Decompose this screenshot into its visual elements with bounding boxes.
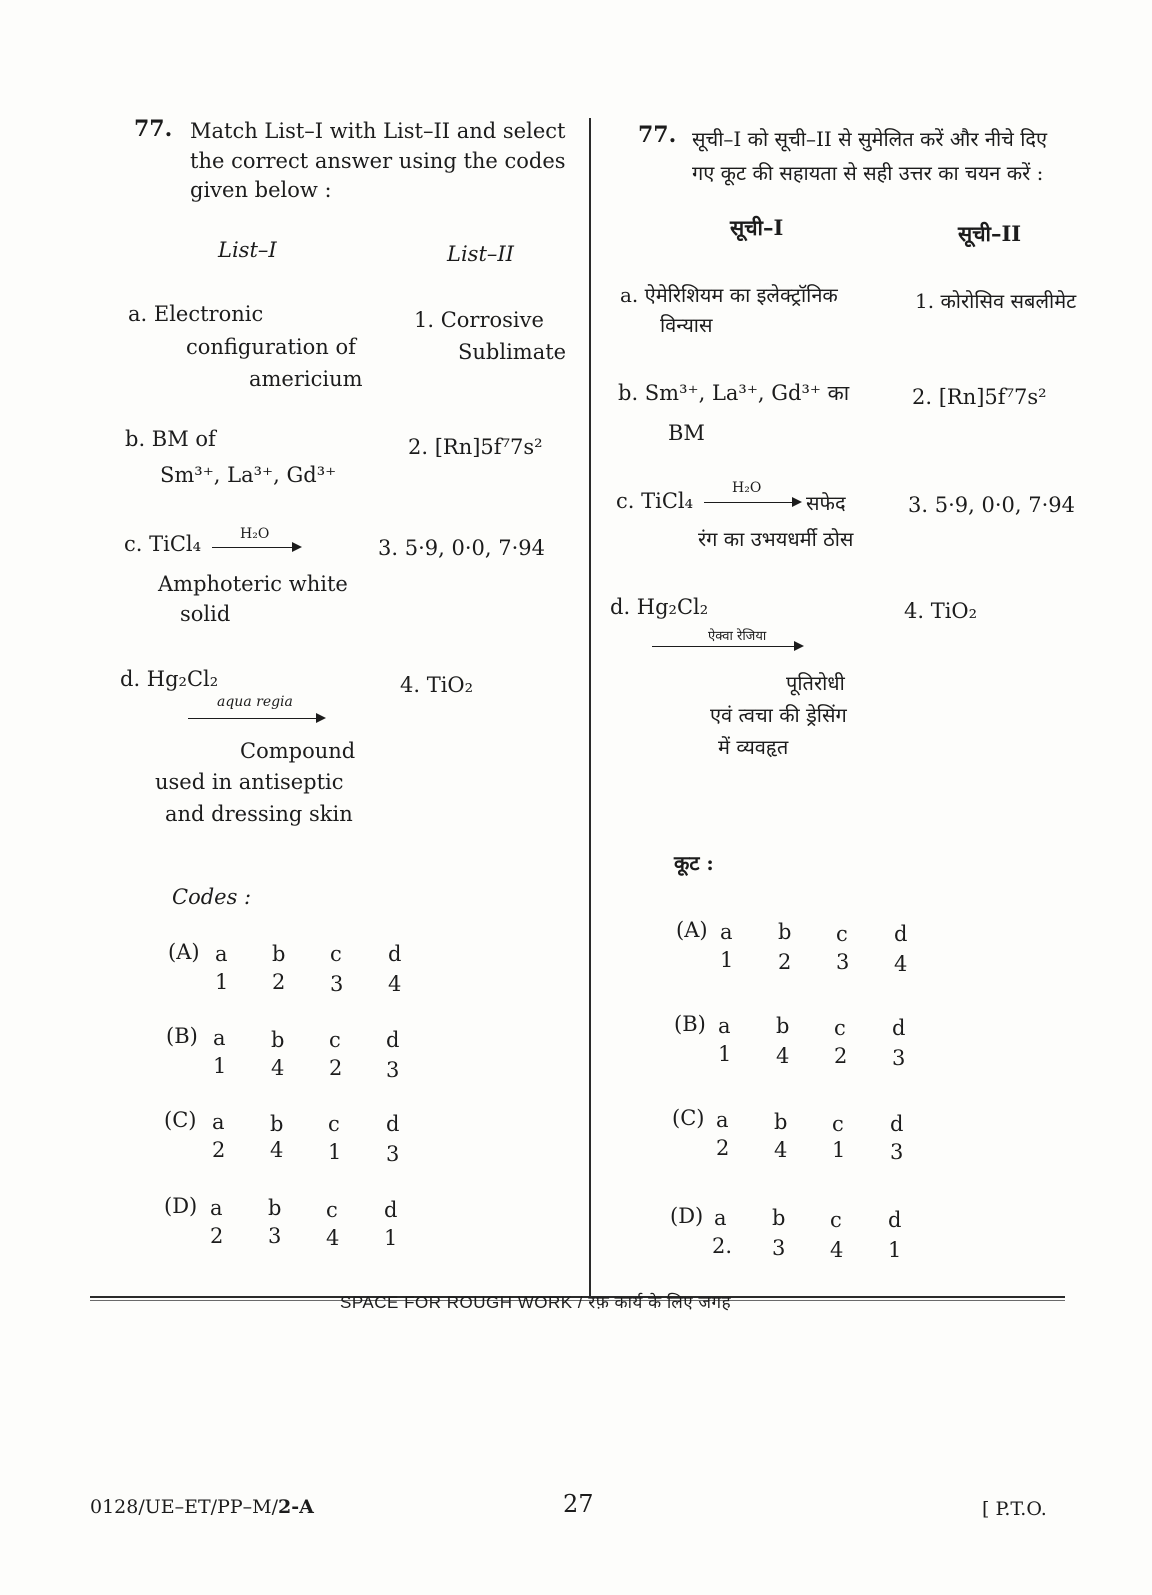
code-letter: b (272, 942, 286, 966)
code-letter: d (386, 1112, 400, 1136)
column-divider (589, 118, 591, 1298)
code-value: 1 (832, 1138, 846, 1162)
code-value: 2 (210, 1224, 224, 1248)
code-letter: d (386, 1028, 400, 1052)
code-option-c-label: (C) (672, 1106, 705, 1130)
code-value: 4 (326, 1226, 340, 1250)
item-d-line-2: Compound (240, 739, 356, 763)
code-letter: c (836, 922, 848, 946)
code-value: 2 (716, 1136, 730, 1160)
code-value: 4 (830, 1238, 844, 1262)
code-value: 4 (776, 1044, 790, 1068)
reaction-arrow-icon (704, 502, 800, 503)
code-letter: c (330, 942, 342, 966)
code-value: 2. (712, 1234, 733, 1258)
item-c-line-2: रंग का उभयधर्मी ठोस (698, 527, 854, 551)
code-letter: a (714, 1206, 727, 1230)
question-text-line-1: सूची–I को सूची–II से सुमेलित करें और नीचे दिए (692, 127, 1048, 151)
option-4: 4. TiO₂ (400, 673, 474, 697)
item-c-line-1: c. TiCl₄ (616, 489, 694, 513)
pto-label: [ P.T.O. (982, 1498, 1047, 1520)
question-text-line-3: given below : (190, 178, 332, 202)
code-letter: a (210, 1196, 223, 1220)
code-value: 1 (720, 948, 734, 972)
code-letter: a (716, 1108, 729, 1132)
code-value: 1 (888, 1238, 902, 1262)
option-2: 2. [Rn]5f⁷7s² (912, 385, 1047, 409)
code-value: 3 (836, 950, 850, 974)
code-letter: a (720, 920, 733, 944)
item-b-line-1: b. Sm³⁺, La³⁺, Gd³⁺ का (618, 381, 850, 405)
item-a-line-2: विन्यास (660, 313, 713, 337)
code-value: 3 (386, 1058, 400, 1082)
codes-label: Codes : (172, 885, 252, 909)
code-value: 1 (328, 1140, 342, 1164)
item-b-line-2: BM (668, 421, 705, 445)
code-value: 2 (778, 950, 792, 974)
code-value: 4 (894, 952, 908, 976)
reaction-arrow-icon (652, 646, 802, 647)
reaction-arrow-icon (188, 718, 324, 719)
code-letter: d (888, 1208, 902, 1232)
item-c-arrow-label: H₂O (240, 526, 270, 542)
code-value: 4 (271, 1056, 285, 1080)
item-d-line-2: पूतिरोधी (786, 671, 845, 695)
code-value: 2 (834, 1044, 848, 1068)
code-letter: d (894, 922, 908, 946)
code-letter: a (212, 1110, 225, 1134)
code-value: 2 (329, 1056, 343, 1080)
code-letter: d (388, 942, 402, 966)
code-option-a-label: (A) (168, 940, 200, 964)
code-letter: c (329, 1028, 341, 1052)
code-letter: b (271, 1028, 285, 1052)
code-value: 3 (386, 1142, 400, 1166)
code-value: 4 (270, 1138, 284, 1162)
item-b-line-2: Sm³⁺, La³⁺, Gd³⁺ (160, 463, 337, 487)
code-value: 1 (384, 1226, 398, 1250)
option-3: 3. 5·9, 0·0, 7·94 (378, 536, 545, 560)
code-value: 1 (718, 1042, 732, 1066)
item-c-line-3: solid (180, 602, 231, 626)
code-letter: b (270, 1112, 284, 1136)
question-text-line-2: the correct answer using the codes (190, 149, 566, 173)
code-value: 4 (774, 1138, 788, 1162)
option-3: 3. 5·9, 0·0, 7·94 (908, 493, 1075, 517)
item-d-line-1: d. Hg₂Cl₂ (610, 595, 709, 619)
code-letter: a (215, 942, 228, 966)
list-2-header: सूची–II (958, 221, 1022, 246)
item-c-arrow-label: H₂O (732, 480, 762, 496)
paper-code-text: 0128/UE–ET/PP–M/ (90, 1496, 279, 1518)
option-1-line-1: 1. Corrosive (414, 308, 544, 332)
item-d-arrow-label: ऐक्वा रेजिया (708, 629, 767, 644)
code-value: 3 (890, 1140, 904, 1164)
item-d-line-4: and dressing skin (165, 802, 353, 826)
code-letter: c (832, 1112, 844, 1136)
item-a-line-3: americium (249, 367, 363, 391)
code-option-a-label: (A) (676, 918, 708, 942)
item-a-line-2: configuration of (186, 335, 356, 359)
code-option-b-label: (B) (166, 1024, 198, 1048)
code-value: 1 (215, 970, 229, 994)
code-value: 3 (330, 972, 344, 996)
code-letter: c (834, 1016, 846, 1040)
codes-label: कूट : (674, 851, 714, 875)
code-value: 3 (772, 1236, 786, 1260)
item-d-line-1: d. Hg₂Cl₂ (120, 667, 219, 691)
option-4: 4. TiO₂ (904, 599, 978, 623)
list-1-header: सूची–I (730, 215, 784, 240)
code-option-d-label: (D) (164, 1194, 198, 1218)
code-value: 1 (213, 1054, 227, 1078)
code-letter: c (326, 1198, 338, 1222)
item-a-line-1: a. Electronic (128, 302, 264, 326)
code-letter: b (776, 1014, 790, 1038)
code-letter: d (892, 1016, 906, 1040)
question-text-line-2: गए कूट की सहायता से सही उत्तर का चयन करें : (692, 161, 1044, 185)
paper-code-bold: 2-A (278, 1496, 314, 1518)
english-question (0, 0, 600, 1300)
item-b-line-1: b. BM of (125, 427, 216, 451)
code-value: 3 (268, 1224, 282, 1248)
code-value: 3 (892, 1046, 906, 1070)
code-letter: b (774, 1110, 788, 1134)
option-1-line-2: Sublimate (458, 340, 567, 364)
code-value: 2 (212, 1138, 226, 1162)
code-letter: a (213, 1026, 226, 1050)
question-number: 77. (638, 122, 677, 148)
code-letter: b (778, 920, 792, 944)
code-option-d-label: (D) (670, 1204, 704, 1228)
code-value: 4 (388, 972, 402, 996)
item-d-line-4: में व्यवहृत (718, 735, 789, 759)
code-letter: b (772, 1206, 786, 1230)
code-value: 2 (272, 970, 286, 994)
item-d-line-3: used in antiseptic (155, 770, 344, 794)
reaction-arrow-icon (212, 547, 300, 548)
code-letter: a (718, 1014, 731, 1038)
item-c-line-2: Amphoteric white (158, 572, 348, 596)
option-1: 1. कोरोसिव सबलीमेट (915, 289, 1077, 313)
code-letter: b (268, 1196, 282, 1220)
hindi-question (600, 0, 1152, 1300)
paper-code (90, 1496, 314, 1518)
item-a-line-1: a. ऐमेरिशियम का इलेक्ट्रॉनिक (620, 283, 838, 307)
list-2-header: List–II (447, 242, 514, 266)
rough-work-label: SPACE FOR ROUGH WORK / रफ़ कार्य के लिए जगह (340, 1293, 732, 1312)
code-letter: c (830, 1208, 842, 1232)
option-2: 2. [Rn]5f⁷7s² (408, 435, 543, 459)
item-c-line-1: c. TiCl₄ (124, 532, 202, 556)
question-text-line-1: Match List–I with List–II and select (190, 119, 566, 143)
code-option-b-label: (B) (674, 1012, 706, 1036)
item-c-after-arrow: सफेद (806, 491, 846, 515)
code-option-c-label: (C) (164, 1108, 197, 1132)
list-1-header: List–I (218, 238, 277, 262)
question-number: 77. (134, 116, 173, 142)
page-number: 27 (563, 1490, 594, 1518)
code-letter: d (384, 1198, 398, 1222)
code-letter: d (890, 1112, 904, 1136)
item-d-arrow-label: aqua regia (217, 694, 293, 710)
item-d-line-3: एवं त्वचा की ड्रेसिंग (710, 703, 847, 727)
code-letter: c (328, 1112, 340, 1136)
